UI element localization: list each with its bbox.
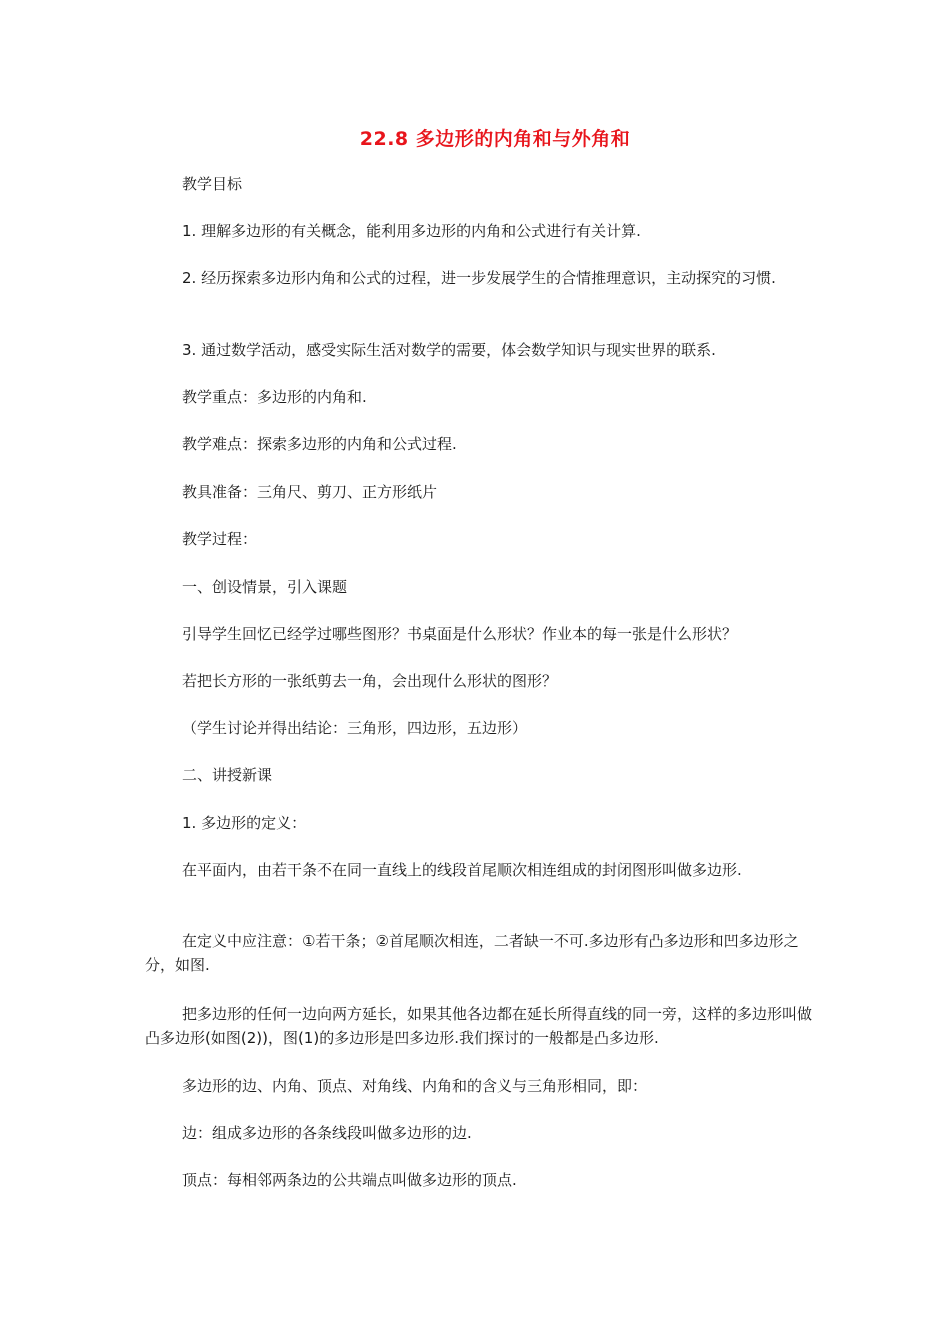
key-point: 教学重点：多边形的内角和. <box>182 388 367 406</box>
section-heading-process: 教学过程： <box>182 530 258 548</box>
polygon-terms-intro: 多边形的边、内角、顶点、对角线、内角和的含义与三角形相同，即： <box>182 1077 648 1095</box>
edge-definition: 边：组成多边形的各条线段叫做多边形的边. <box>182 1124 472 1142</box>
difficult-point: 教学难点：探索多边形的内角和公式过程. <box>182 435 457 453</box>
goal-item-2: 2. 经历探索多边形内角和公式的过程，进一步发展学生的合情推理意识，主动探究的习惯. <box>182 269 776 287</box>
goal-item-3: 3. 通过数学活动，感受实际生活对数学的需要，体会数学知识与现实世界的联系. <box>182 341 716 359</box>
intro-question-2: 若把长方形的一张纸剪去一角，会出现什么形状的图形？ <box>182 672 558 690</box>
section-heading-goals: 教学目标 <box>182 175 243 193</box>
intro-question-1: 引导学生回忆已经学过哪些图形？书桌面是什么形状？作业本的每一张是什么形状？ <box>182 625 738 643</box>
convex-polygon-explanation: 把多边形的任何一边向两方延长，如果其他各边都在延长所得直线的同一旁，这样的多边形叫做凸多边形(如图(2))，图(1)的多边形是凹多边形.我们探讨的一般都是凸多边形. <box>145 1005 813 1047</box>
section-heading-new-lesson: 二、讲授新课 <box>182 766 273 784</box>
definition-notes: 在定义中应注意：①若干条；②首尾顺次相连，二者缺一不可.多边形有凸多边形和凹多边形之分，如图. <box>145 932 799 974</box>
goal-item-1: 1. 理解多边形的有关概念，能利用多边形的内角和公式进行有关计算. <box>182 222 641 240</box>
section-heading-intro: 一、创设情景，引入课题 <box>182 578 348 596</box>
polygon-definition: 在平面内，由若干条不在同一直线上的线段首尾顺次相连组成的封闭图形叫做多边形. <box>182 861 742 879</box>
intro-conclusion: （学生讨论并得出结论：三角形，四边形，五边形） <box>182 719 528 737</box>
document-title: 22.8 多边形的内角和与外角和 <box>359 128 631 150</box>
definition-heading: 1. 多边形的定义： <box>182 814 307 832</box>
vertex-definition: 顶点：每相邻两条边的公共端点叫做多边形的顶点. <box>182 1171 517 1189</box>
teaching-aids: 教具准备：三角尺、剪刀、正方形纸片 <box>182 483 438 501</box>
